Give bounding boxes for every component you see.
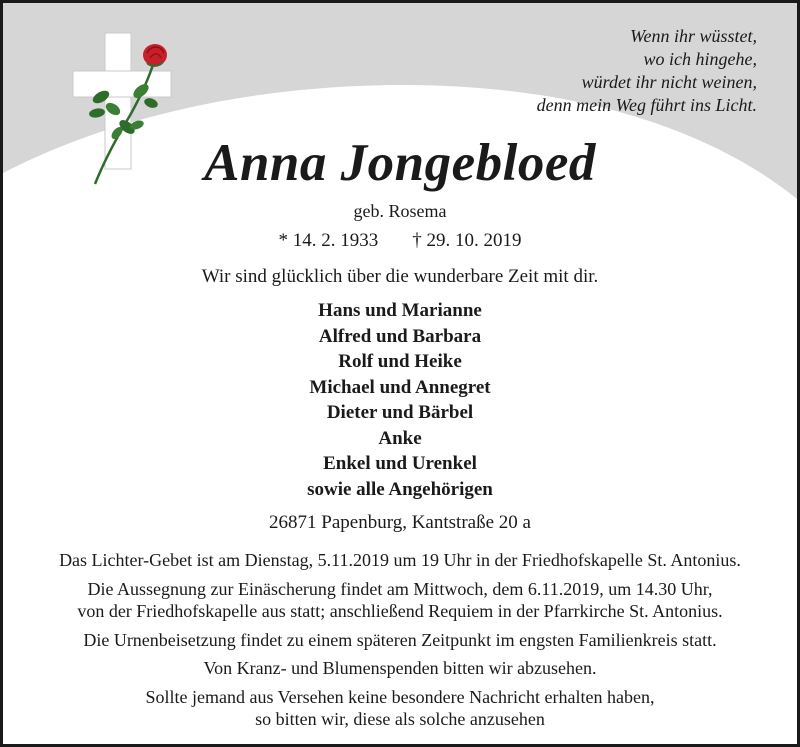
poem — [537, 25, 757, 117]
mourner-entry: Rolf und Heike — [338, 351, 462, 372]
intro-sentence: Wir sind glücklich über die wunderbare Zeit mit dir. — [201, 266, 599, 287]
note-line: von der Friedhofskapelle aus statt; anschließend Requiem in der Pfarrkirche St. Antonius. — [77, 601, 723, 621]
funeral-notes — [3, 549, 797, 737]
note-line: so bitten wir, diese als solche anzusehen — [255, 709, 545, 729]
note-paragraph — [3, 686, 797, 731]
note-paragraph — [3, 657, 797, 680]
mourner-entry: Michael und Annegret — [309, 376, 491, 398]
mourner-entry: Enkel und Urenkel — [323, 453, 477, 474]
poem-line: denn mein Weg führt ins Licht. — [536, 95, 757, 115]
birth-name: geb. Rosema — [353, 201, 447, 221]
mourner-entry: Dieter und Bärbel — [326, 402, 474, 423]
mourners-list — [3, 298, 797, 502]
birth-date: * 14. 2. 1933 — [278, 230, 379, 251]
note-paragraph — [3, 629, 797, 652]
note-line: Die Urnenbeisetzung findet zu einem späteren Zeitpunkt im engsten Familienkreis statt. — [83, 629, 717, 650]
note-line: Sollte jemand aus Versehen keine besondere Nachricht erhalten haben, — [145, 686, 655, 707]
life-dates — [3, 229, 797, 253]
note-paragraph — [3, 578, 797, 623]
note-line: Die Aussegnung zur Einäscherung findet am Mittwoch, dem 6.11.2019, um 14.30 Uhr, — [87, 578, 713, 599]
mourner-entry: Alfred und Barbara — [318, 325, 482, 347]
mourner-address: 26871 Papenburg, Kantstraße 20 a — [269, 512, 531, 533]
death-date: † 29. 10. 2019 — [412, 230, 522, 251]
deceased-name: Anna Jongebloed — [204, 134, 596, 192]
mourner-entry: sowie alle Angehörigen — [307, 478, 493, 500]
poem-line: Wenn ihr wüsstet, — [630, 26, 757, 46]
poem-line: wo ich hingehe, — [643, 49, 757, 69]
mourner-entry: Anke — [378, 427, 422, 449]
poem-line: würdet ihr nicht weinen, — [581, 72, 757, 92]
note-line: Das Lichter-Gebet ist am Dienstag, 5.11.2019 um 19 Uhr in der Friedhofskapelle St. Antonius. — [59, 550, 741, 570]
mourner-entry: Hans und Marianne — [318, 300, 482, 321]
note-paragraph — [3, 549, 797, 572]
note-line: Von Kranz- und Blumenspenden bitten wir abzusehen. — [203, 658, 597, 678]
